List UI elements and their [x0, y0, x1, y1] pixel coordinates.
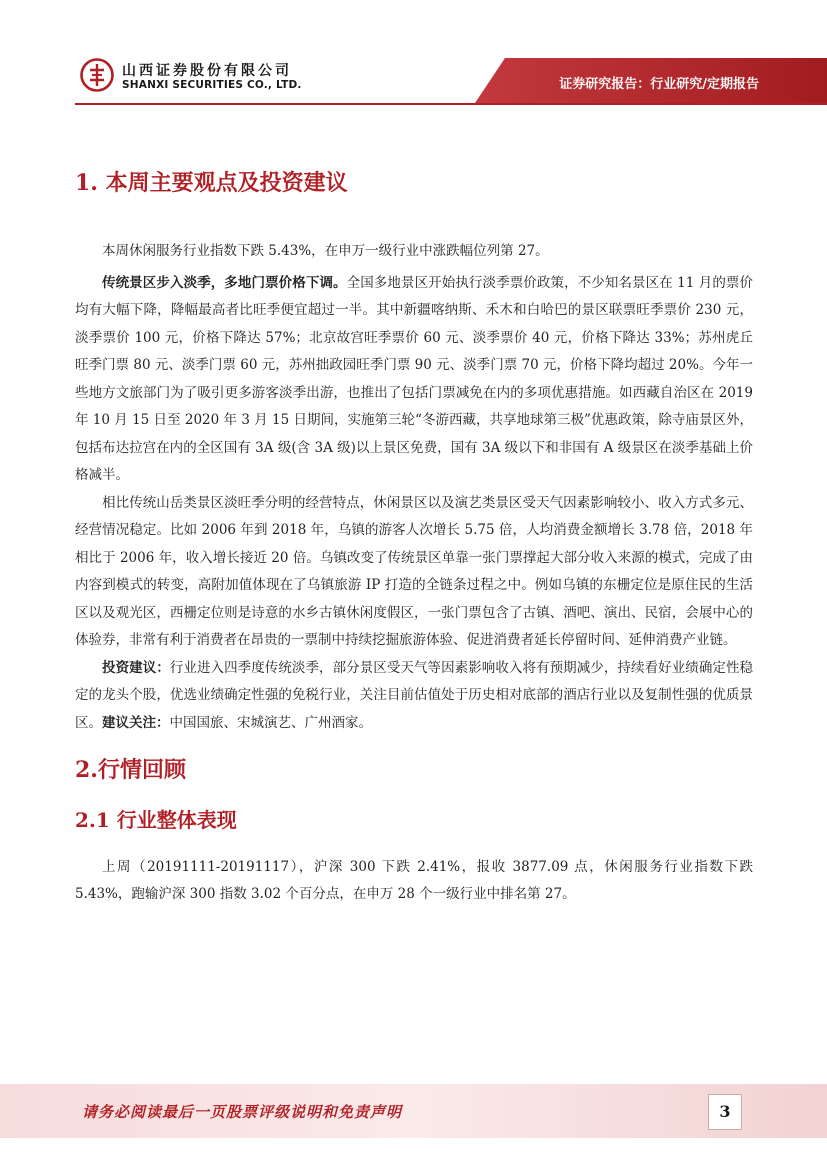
section1-paragraph-3: 相比传统山岳类景区淡旺季分明的经营特点，休闲景区以及演艺类景区受天气因素影响较小、收入方式多元、经营情况稳定。比如 2006 年到 2018 年，乌镇的游客人次增长 5.75 倍，人均消费金额增长 3.78 倍，2018 年相比于 2006 年，收入增长接近 20 倍。乌镇改变了传统景区单靠一张门票撑起大部分收入来源的模式，完成了由内容到模式的转变，高附加值体现在了乌镇旅游 IP 打造的全链条过程之中。例如乌镇的东栅定位是原住民的生活区以及观光区，西栅定位则是诗意的水乡古镇休闲度假区，一张门票包含了古镇、酒吧、演出、民宿，会展中心的体验券，非常有利于消费者在昂贵的一票制中持续挖掘旅游体验、促进消费者延长停留时间、延伸消费产业链。: [75, 494, 753, 649]
company-name-cn: 山西证券股份有限公司: [122, 63, 292, 79]
report-type-label: 证券研究报告：行业研究/定期报告: [559, 77, 759, 92]
paragraph-2-lead: 传统景区步入淡季，多地门票价格下调。: [102, 274, 347, 291]
section2-1-title: 2.1 行业整体表现: [75, 807, 237, 832]
paragraph-2-body: 全国多地景区开始执行淡季票价政策，不少知名景区在 11 月的票价均有大幅下降，降幅最高者比旺季便宜超过一半。其中新疆喀纳斯、禾木和白哈巴的景区联票旺季票价 230 元，淡季票价 100 元，价格下降达 57%；北京故宫旺季票价 60 元、淡季票价 40 元，价格下降达 33%；苏州虎丘旺季门票 80 元、淡季门票 60 元，苏州拙政园旺季门票 90 元、淡季门票 70 元，价格下降均超过 20%。今年一些地方文旅部门为了吸引更多游客淡季出游，也推出了包括门票减免在内的多项优惠措施。如西藏自治区在 2019 年 10 月 15 日至 2020 年 3 月 15 日期间，实施第三轮“冬游西藏，共享地球第三极”优惠政策，除寺庙景区外，包括布达拉宫在内的全区国有 3A 级(含 3A 级)以上景区免费，国有 3A 级以下和非国有 A 级景区在淡季基础上价格减半。: [75, 274, 753, 484]
investment-advice-body: 行业进入四季度传统淡季，部分景区受天气等因素影响收入将有预期减少，持续看好业绩确定性稳定的龙头个股，优选业绩确定性强的免税行业，关注目前估值处于历史相对底部的酒店行业以及复制性强的优质景区。: [75, 659, 754, 731]
footer-disclaimer: 请务必阅读最后一页股票评级说明和免责声明: [82, 1103, 403, 1121]
company-name-en: SHANXI SECURITIES CO., LTD.: [122, 79, 302, 91]
section1-paragraph-1: 本周休闲服务行业指数下跌 5.43%，在申万一级行业中涨跌幅位列第 27。: [102, 243, 549, 260]
section2-title: 2.行情回顾: [75, 757, 186, 784]
header-divider: [75, 103, 827, 105]
section1-paragraph-2: [75, 270, 753, 490]
recommend-stocks: 中国国旅、宋城演艺、广州酒家。: [169, 714, 372, 731]
company-logo-icon: [80, 58, 114, 92]
page-number: 3: [708, 1094, 742, 1130]
recommend-label: 建议关注：: [102, 714, 170, 731]
report-body: [75, 170, 753, 909]
section1-paragraph-4: [75, 655, 753, 738]
section1-title: 1. 本周主要观点及投资建议: [75, 170, 348, 196]
section2-paragraph-1: 上周（20191111-20191117），沪深 300 下跌 2.41%，报收 3877.09 点，休闲服务行业指数下跌 5.43%，跑输沪深 300 指数 3.02 个百分点，在申万 28 个一级行业中排名第 27。: [75, 858, 753, 903]
investment-advice-label: 投资建议：: [102, 659, 170, 676]
page-header: [0, 0, 827, 110]
